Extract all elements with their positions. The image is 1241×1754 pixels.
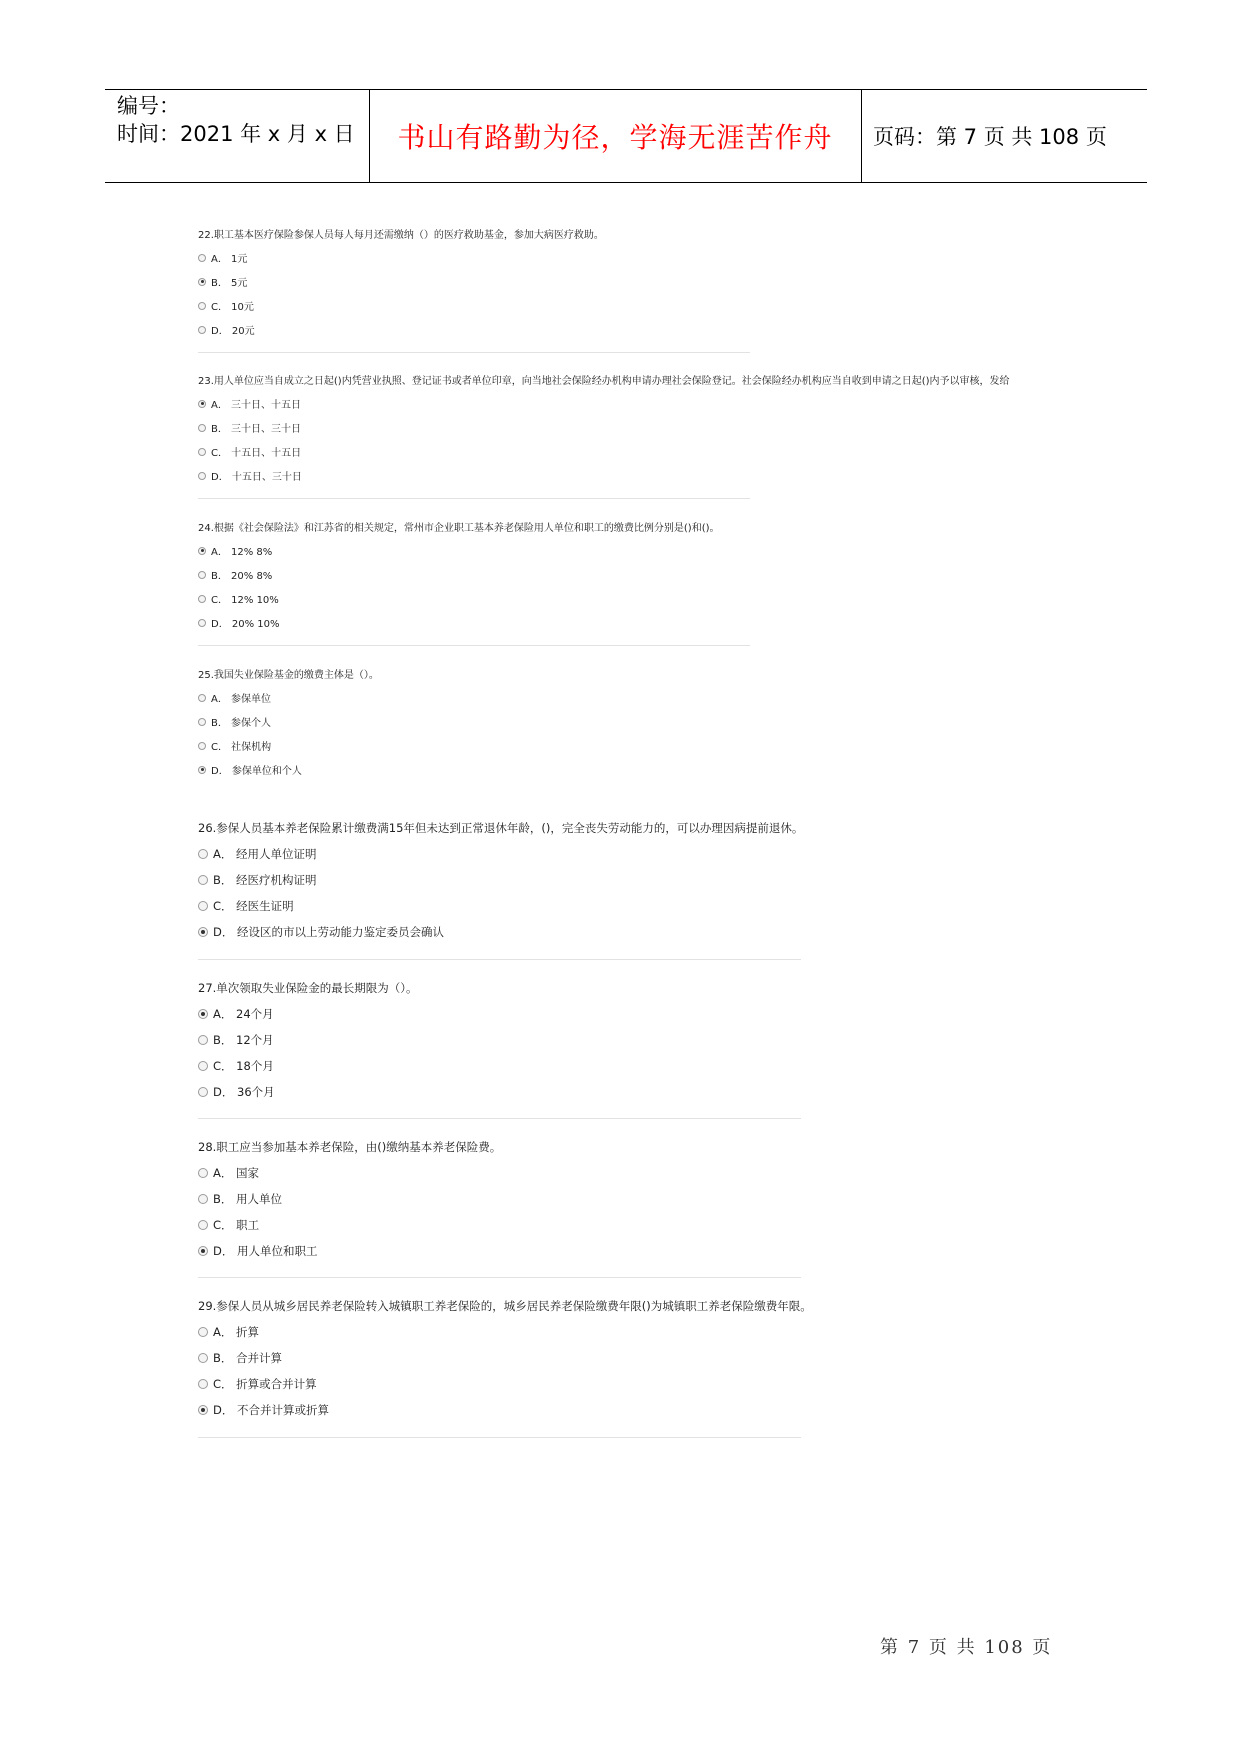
radio-icon[interactable] [198, 424, 206, 432]
option-d[interactable]: D． 不合并计算或折算 [198, 1402, 812, 1418]
page-footer: 第 7 页 共 108 页 [880, 1637, 1053, 1658]
radio-icon[interactable] [198, 742, 206, 750]
question-text: 25.我国失业保险基金的缴费主体是（）。 [198, 670, 379, 681]
option-c[interactable]: C． 18个月 [198, 1058, 418, 1074]
radio-icon[interactable] [198, 694, 206, 702]
question-text: 28.职工应当参加基本养老保险，由()缴纳基本养老保险费。 [198, 1140, 502, 1154]
option-b[interactable]: B． 合并计算 [198, 1350, 812, 1366]
question-25 [198, 666, 379, 777]
option-d[interactable]: D． 36个月 [198, 1084, 418, 1100]
option-d[interactable]: D． 十五日、三十日 [198, 468, 1010, 483]
option-d[interactable]: D． 参保单位和个人 [198, 762, 379, 777]
question-text: 22.职工基本医疗保险参保人员每人每月还需缴纳（）的医疗救助基金，参加大病医疗救助。 [198, 230, 604, 241]
radio-icon[interactable] [198, 1035, 208, 1045]
radio-checked-icon[interactable] [198, 1405, 208, 1415]
radio-checked-icon[interactable] [198, 1246, 208, 1256]
option-a[interactable]: A． 24个月 [198, 1006, 418, 1022]
radio-icon[interactable] [198, 1194, 208, 1204]
option-c[interactable]: C． 10元 [198, 298, 604, 313]
option-d[interactable]: D． 经设区的市以上劳动能力鉴定委员会确认 [198, 924, 803, 940]
radio-icon[interactable] [198, 718, 206, 726]
option-b[interactable]: B． 5元 [198, 274, 604, 289]
radio-checked-icon[interactable] [198, 400, 206, 408]
radio-icon[interactable] [198, 1061, 208, 1071]
option-a[interactable]: A． 经用人单位证明 [198, 846, 803, 862]
header-divider [369, 90, 370, 182]
radio-icon[interactable] [198, 619, 206, 627]
option-c[interactable]: C． 12% 10% [198, 591, 720, 606]
radio-icon[interactable] [198, 595, 206, 603]
option-a[interactable]: A． 国家 [198, 1165, 501, 1181]
radio-icon[interactable] [198, 901, 208, 911]
option-a[interactable]: A． 参保单位 [198, 690, 379, 705]
option-c[interactable]: C． 职工 [198, 1217, 501, 1233]
question-separator [198, 352, 750, 353]
radio-icon[interactable] [198, 472, 206, 480]
radio-checked-icon[interactable] [198, 927, 208, 937]
option-b[interactable]: B． 用人单位 [198, 1191, 501, 1207]
question-separator [198, 1118, 801, 1119]
question-22 [198, 226, 604, 337]
option-b[interactable]: B． 三十日、三十日 [198, 420, 1010, 435]
radio-icon[interactable] [198, 302, 206, 310]
option-c[interactable]: C． 社保机构 [198, 738, 379, 753]
radio-icon[interactable] [198, 571, 206, 579]
header-page-number: 页码：第 7 页 共 108 页 [873, 125, 1107, 149]
question-29 [198, 1298, 812, 1418]
question-27 [198, 980, 418, 1100]
option-a[interactable]: A． 1元 [198, 250, 604, 265]
question-text: 29.参保人员从城乡居民养老保险转入城镇职工养老保险的，城乡居民养老保险缴费年限()为城镇职工养老保险缴费年限。 [198, 1299, 812, 1313]
radio-checked-icon[interactable] [198, 1009, 208, 1019]
radio-icon[interactable] [198, 1220, 208, 1230]
radio-checked-icon[interactable] [198, 278, 206, 286]
radio-checked-icon[interactable] [198, 547, 206, 555]
option-a[interactable]: A． 折算 [198, 1324, 812, 1340]
option-d[interactable]: D． 20% 10% [198, 615, 720, 630]
question-separator [198, 498, 750, 499]
radio-checked-icon[interactable] [198, 766, 206, 774]
question-separator [198, 959, 801, 960]
option-c[interactable]: C． 经医生证明 [198, 898, 803, 914]
radio-icon[interactable] [198, 448, 206, 456]
radio-icon[interactable] [198, 1353, 208, 1363]
header-divider [861, 90, 862, 182]
question-26 [198, 820, 803, 940]
question-text: 24.根据《社会保险法》和江苏省的相关规定，常州市企业职工基本养老保险用人单位和职工的缴费比例分别是()和()。 [198, 523, 720, 534]
radio-icon[interactable] [198, 875, 208, 885]
question-separator [198, 1277, 801, 1278]
option-c[interactable]: C． 折算或合并计算 [198, 1376, 812, 1392]
page-header [105, 89, 1147, 183]
question-separator [198, 645, 750, 646]
header-motto: 书山有路勤为径，学海无涯苦作舟 [397, 121, 833, 154]
option-a[interactable]: A． 12% 8% [198, 543, 720, 558]
option-b[interactable]: B． 经医疗机构证明 [198, 872, 803, 888]
question-text: 23.用人单位应当自成立之日起()内凭营业执照、登记证书或者单位印章，向当地社会保险经办机构申请办理社会保险登记。社会保险经办机构应当自收到申请之日起()内予以审核，发给 [198, 376, 1010, 387]
question-28 [198, 1139, 501, 1259]
radio-icon[interactable] [198, 326, 206, 334]
question-24 [198, 519, 720, 630]
option-b[interactable]: B． 12个月 [198, 1032, 418, 1048]
radio-icon[interactable] [198, 1327, 208, 1337]
option-b[interactable]: B． 20% 8% [198, 567, 720, 582]
option-a[interactable]: A． 三十日、十五日 [198, 396, 1010, 411]
header-meta [117, 92, 367, 148]
question-23 [198, 372, 1010, 483]
radio-icon[interactable] [198, 849, 208, 859]
option-c[interactable]: C． 十五日、十五日 [198, 444, 1010, 459]
option-b[interactable]: B． 参保个人 [198, 714, 379, 729]
radio-icon[interactable] [198, 254, 206, 262]
radio-icon[interactable] [198, 1087, 208, 1097]
number-label: 编号： [117, 94, 180, 118]
radio-icon[interactable] [198, 1379, 208, 1389]
option-d[interactable]: D． 用人单位和职工 [198, 1243, 501, 1259]
time-label: 时间：2021 年 x 月 x 日 [117, 122, 355, 146]
radio-icon[interactable] [198, 1168, 208, 1178]
question-text: 26.参保人员基本养老保险累计缴费满15年但未达到正常退休年龄，()，完全丧失劳动能力的，可以办理因病提前退休。 [198, 821, 804, 835]
question-text: 27.单次领取失业保险金的最长期限为（）。 [198, 981, 418, 995]
question-separator [198, 1437, 801, 1438]
option-d[interactable]: D． 20元 [198, 322, 604, 337]
